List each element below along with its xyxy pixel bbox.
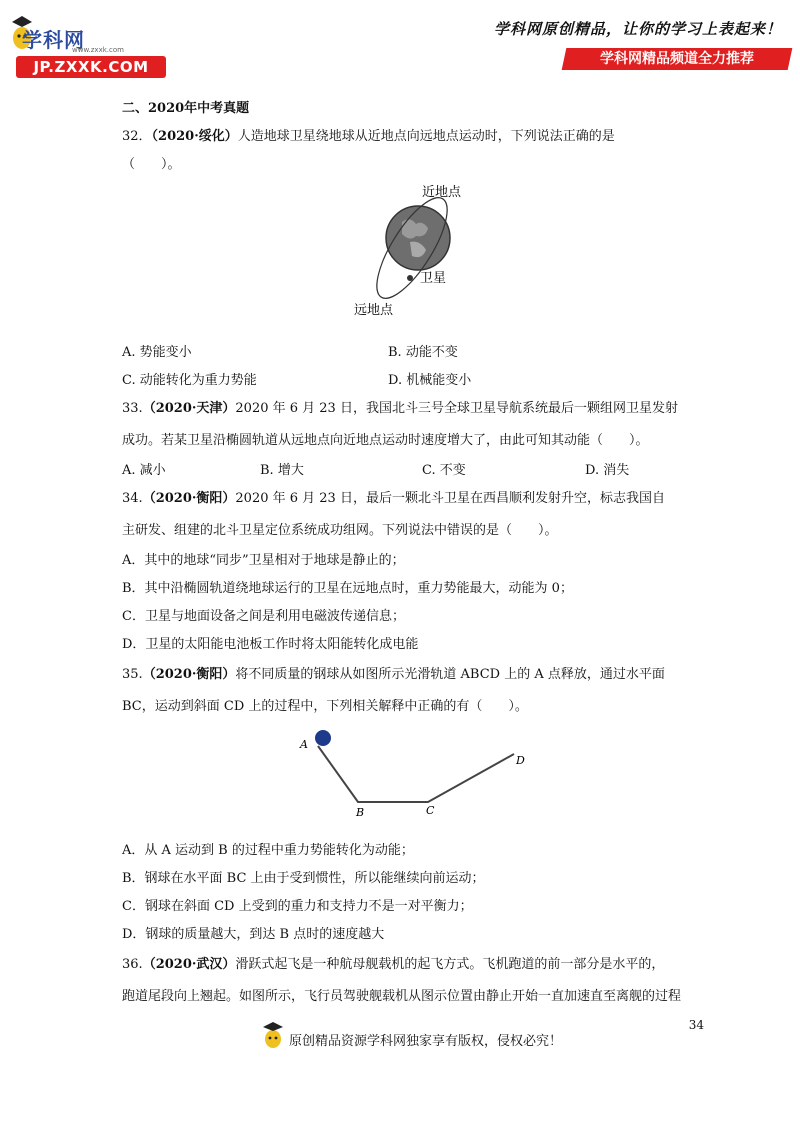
logo-badge: JP.ZXXK.COM xyxy=(16,56,166,78)
logo-text: 学科网 xyxy=(22,28,85,52)
satellite-icon xyxy=(407,275,413,281)
point-label-a: A xyxy=(300,738,308,751)
q35-option-d[interactable]: D．钢球的质量越大，到达 B 点时的速度越大 xyxy=(122,927,385,942)
section-title: 二、2020年中考真题 xyxy=(122,101,250,116)
logo-subtext: www.zxxk.com xyxy=(72,46,124,54)
q34-option-a[interactable]: A．其中的地球“同步”卫星相对于地球是静止的； xyxy=(122,553,405,568)
track-abcd-figure xyxy=(296,724,536,820)
figure-label-near: 近地点 xyxy=(422,185,462,200)
header-slogan: 学科网原创精品，让你的学习上表起来！ xyxy=(493,20,782,38)
q32-option-b[interactable]: B. 动能不变 xyxy=(388,345,458,360)
copyright-notice: 原创精品资源学科网独家享有版权，侵权必究！ xyxy=(289,1034,563,1049)
q35-source: （2020·衡阳） xyxy=(142,667,236,682)
q36-line2: 跑道尾段向上翘起。如图所示，飞行员驾驶舰载机从图示位置由静止开始一直加速直至离舰的过程 xyxy=(122,989,682,1004)
q33-line2: 成功。若某卫星沿椭圆轨道从远地点向近地点运动时速度增大了，由此可知其动能（ ）。 xyxy=(122,433,649,448)
q32-line1 xyxy=(122,128,615,146)
page-number: 34 xyxy=(688,1018,704,1032)
q34-number: 34. xyxy=(122,491,143,506)
point-label-d: D xyxy=(516,754,525,767)
q36-stem: 滑跃式起飞是一种航母舰载机的起飞方式。飞机跑道的前一部分是水平的， xyxy=(235,957,665,972)
q34-line1 xyxy=(122,490,665,508)
track-line xyxy=(318,746,514,802)
point-label-b: B xyxy=(356,806,365,819)
q36-number: 36. xyxy=(122,957,143,972)
q32-stem: 人造地球卫星绕地球从近地点向远地点运动时，下列说法正确的是 xyxy=(237,129,615,144)
q33-source: （2020·天津） xyxy=(142,401,236,416)
q32-option-a[interactable]: A. 势能变小 xyxy=(122,345,192,360)
mascot-footer-icon xyxy=(260,1020,286,1050)
q35-number: 35. xyxy=(122,667,143,682)
q33-option-c[interactable]: C. 不变 xyxy=(422,463,466,478)
recommend-banner xyxy=(562,48,793,70)
q34-source: （2020·衡阳） xyxy=(142,491,236,506)
q33-option-a[interactable]: A. 减小 xyxy=(122,463,166,478)
site-logo[interactable] xyxy=(10,12,160,74)
point-label-c: C xyxy=(426,804,435,817)
q35-line2: BC，运动到斜面 CD 上的过程中，下列相关解释中正确的有（ ）。 xyxy=(122,699,528,714)
q35-stem: 将不同质量的钢球从如图所示光滑轨道 ABCD 上的 A 点释放，通过水平面 xyxy=(235,667,665,682)
recommend-text: 学科网精品频道全力推荐 xyxy=(600,51,754,67)
q33-line1 xyxy=(122,400,678,418)
q33-stem: 2020 年 6 月 23 日，我国北斗三号全球卫星导航系统最后一颗组网卫星发射 xyxy=(235,401,678,416)
q35-option-a[interactable]: A．从 A 运动到 B 的过程中重力势能转化为动能； xyxy=(122,843,414,858)
q35-option-b[interactable]: B．钢球在水平面 BC 上由于受到惯性，所以能继续向前运动； xyxy=(122,871,485,886)
q35-option-c[interactable]: C．钢球在斜面 CD 上受到的重力和支持力不是一对平衡力； xyxy=(122,899,473,914)
q32-number: 32． xyxy=(122,129,152,144)
q33-option-d[interactable]: D. 消失 xyxy=(585,463,630,478)
q33-option-b[interactable]: B. 增大 xyxy=(260,463,304,478)
q33-number: 33. xyxy=(122,401,143,416)
q34-line2: 主研发、组建的北斗卫星定位系统成功组网。下列说法中错误的是（ ）。 xyxy=(122,523,558,538)
satellite-orbit-figure xyxy=(350,180,480,320)
q36-source: （2020·武汉） xyxy=(142,957,236,972)
figure-label-satellite: 卫星 xyxy=(420,271,447,286)
figure-label-far: 远地点 xyxy=(354,303,394,318)
q34-stem: 2020 年 6 月 23 日，最后一颗北斗卫星在西昌顺利发射升空，标志我国自 xyxy=(235,491,665,506)
q32-option-c[interactable]: C. 动能转化为重力势能 xyxy=(122,373,257,388)
q32-line2: （ ）。 xyxy=(122,157,181,172)
q32-option-d[interactable]: D. 机械能变小 xyxy=(388,373,472,388)
q32-source: （2020·绥化） xyxy=(151,129,238,144)
q36-line1 xyxy=(122,956,664,974)
q34-option-b[interactable]: B．其中沿椭圆轨道绕地球运行的卫星在远地点时，重力势能最大，动能为 0； xyxy=(122,581,573,596)
steel-ball xyxy=(315,730,331,746)
q35-line1 xyxy=(122,666,665,684)
q34-option-c[interactable]: C．卫星与地面设备之间是利用电磁波传递信息； xyxy=(122,609,405,624)
q34-option-d[interactable]: D．卫星的太阳能电池板工作时将太阳能转化成电能 xyxy=(122,637,419,652)
